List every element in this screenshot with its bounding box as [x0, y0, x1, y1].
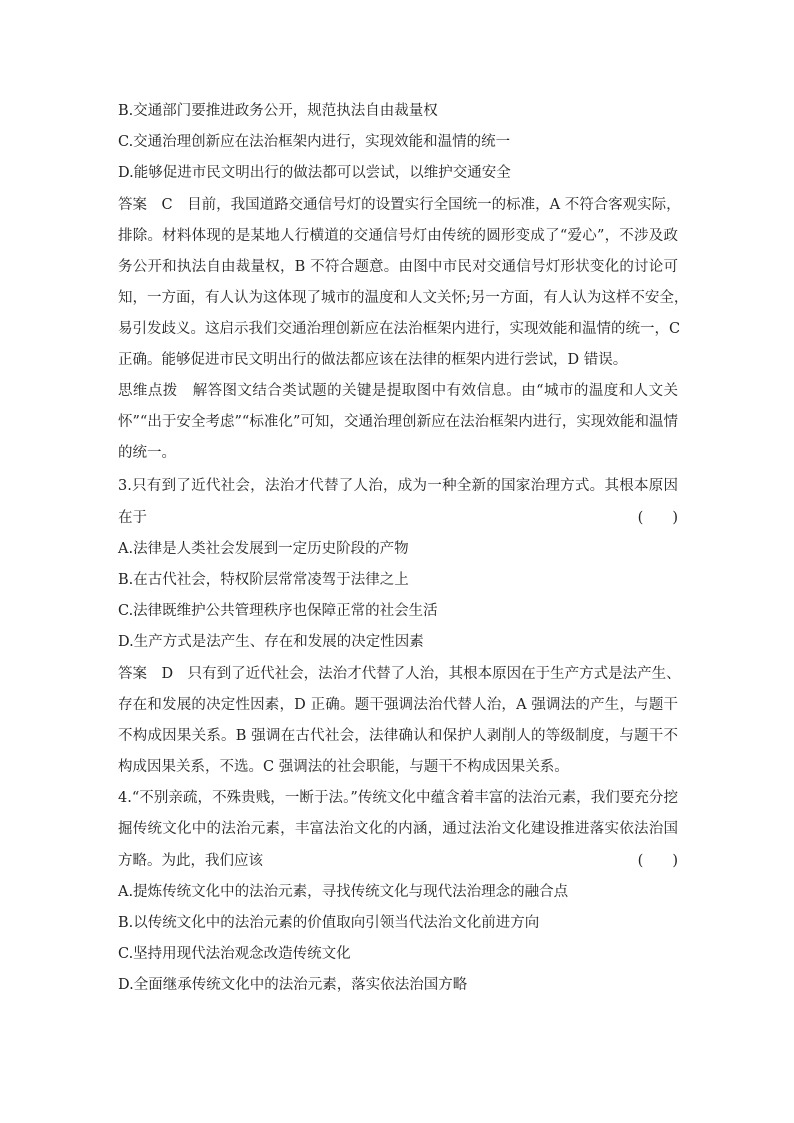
answer-label: 答案 — [118, 666, 147, 682]
answer-text: 目前，我国道路交通信号灯的设置实行全国统一的标准，A 不符合客观实际， — [187, 197, 681, 213]
answer-label: 答案 — [118, 197, 147, 213]
q3-stem-line-2 — [118, 507, 678, 529]
q3-stem-line-1: 3.只有到了近代社会，法治才代替了人治，成为一种全新的国家治理方式。其根本原因 — [118, 478, 678, 494]
q4-stem-line-1: 4.“不别亲疏，不殊贵贱，一断于法。”传统文化中蕴含着丰富的法治元素，我们要充分挖 — [118, 790, 678, 806]
q2-answer-line-5: 易引发歧义。这启示我们交通治理创新应在法治框架内进行，实现效能和温情的统一，C — [118, 321, 681, 337]
q3-answer-line-3: 不构成因果关系。B 强调在古代社会，法律确认和保护人剥削人的等级制度，与题干不 — [118, 728, 678, 744]
answer-key: D — [161, 666, 174, 682]
q3-stem-text: 在于 — [118, 510, 147, 526]
q2-option-b: B.交通部门要推进政务公开，规范执法自由裁量权 — [118, 103, 438, 119]
q2-answer-line-6: 正确。能够促进市民文明出行的做法都应该在法律的框架内进行尝试，D 错误。 — [118, 352, 628, 368]
answer-text: 只有到了近代社会，法治才代替了人治，其根本原因在于生产方式是法产生、 — [187, 666, 681, 682]
q4-stem-line-2: 掘传统文化中的法治元素，丰富法治文化的内涵，通过法治文化建设推进落实依法治国 — [118, 821, 678, 837]
q4-option-d: D.全面继承传统文化中的法治元素，落实依法治国方略 — [118, 977, 468, 993]
q3-option-b: B.在古代社会，特权阶层常常凌驾于法律之上 — [118, 572, 409, 588]
q2-tips-line-3: 的统一。 — [118, 445, 176, 461]
q2-answer-line-2: 排除。材料体现的是某地人行横道的交通信号灯由传统的圆形变成了“爱心”，不涉及政 — [118, 228, 678, 244]
q4-stem-text: 方略。为此，我们应该 — [118, 853, 263, 869]
q4-option-a: A.提炼传统文化中的法治元素，寻找传统文化与现代法治理念的融合点 — [118, 884, 569, 900]
q2-answer-line-1 — [118, 194, 681, 216]
q3-answer-line-1 — [118, 663, 681, 685]
q3-answer-line-2: 存在和发展的决定性因素，D 正确。题干强调法治代替人治，A 强调法的产生，与题干 — [118, 697, 678, 713]
q3-answer-line-4: 构成因果关系，不选。C 强调法的社会职能，与题干不构成因果关系。 — [118, 759, 569, 775]
q2-answer-line-3: 务公开和执法自由裁量权，B 不符合题意。由图中市民对交通信号灯形状变化的讨论可 — [118, 259, 678, 275]
answer-key: C — [161, 197, 173, 213]
q2-option-c: C.交通治理创新应在法治框架内进行，实现效能和温情的统一 — [118, 134, 511, 150]
q2-tips-line-2: 怀”“出于安全考虑”“标准化”可知，交通治理创新应在法治框架内进行，实现效能和温情 — [118, 414, 678, 430]
q3-option-c: C.法律既维护公共管理秩序也保障正常的社会生活 — [118, 603, 438, 619]
q3-option-a: A.法律是人类社会发展到一定历史阶段的产物 — [118, 541, 409, 557]
q3-answer-bracket: ( ) — [637, 510, 678, 526]
tips-label: 思维点拨 — [118, 383, 178, 399]
q4-option-b: B.以传统文化中的法治元素的价值取向引领当代法治文化前进方向 — [118, 915, 540, 931]
q3-option-d: D.生产方式是法产生、存在和发展的决定性因素 — [118, 634, 424, 650]
q4-answer-bracket: ( ) — [637, 853, 678, 869]
tips-text: 解答图文结合类试题的关键是提取图中有效信息。由“城市的温度和人文关 — [192, 383, 679, 399]
q4-option-c: C.坚持用现代法治观念改造传统文化 — [118, 946, 351, 962]
q2-option-d: D.能够促进市民文明出行的做法都可以尝试，以维护交通安全 — [118, 165, 511, 181]
q4-stem-line-3 — [118, 850, 678, 872]
q2-answer-line-4: 知，一方面，有人认为这体现了城市的温度和人文关怀;另一方面，有人认为这样不安全， — [118, 290, 689, 306]
q2-tips-line-1 — [118, 380, 678, 402]
